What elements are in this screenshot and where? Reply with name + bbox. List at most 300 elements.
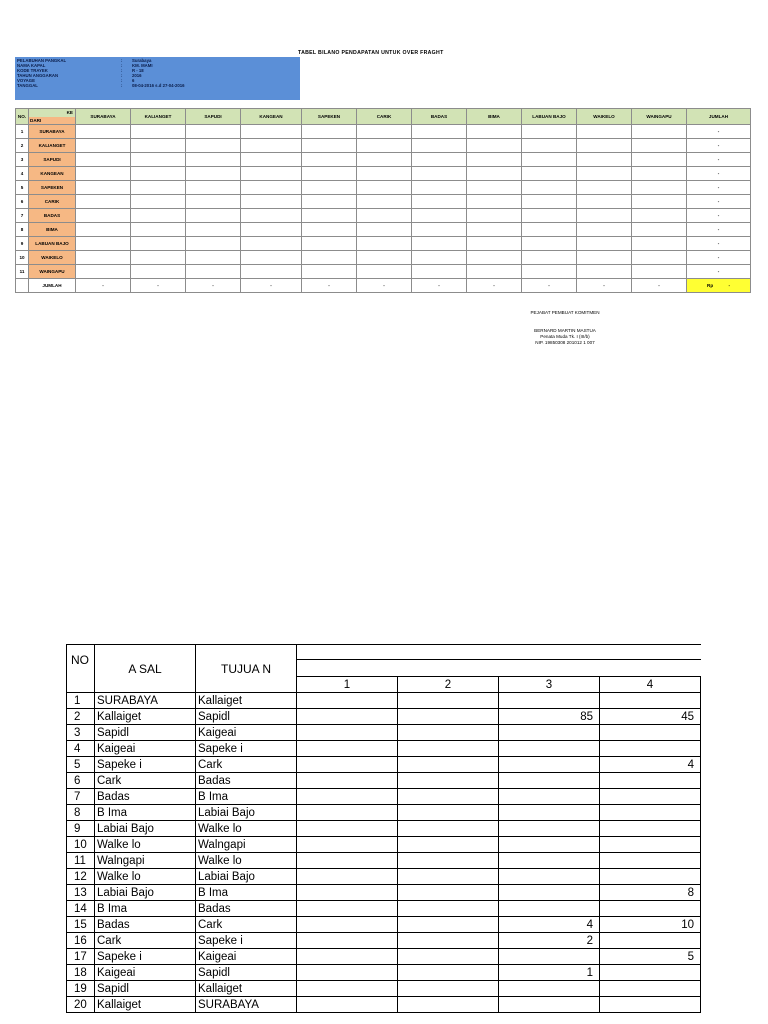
ship-info-panel	[15, 57, 300, 100]
matrix-cell	[302, 167, 357, 181]
matrix-cell	[632, 223, 687, 237]
route-row-value	[297, 917, 398, 933]
rp-label: Rp	[707, 283, 714, 288]
matrix-cell	[186, 181, 241, 195]
matrix-cell	[632, 167, 687, 181]
matrix-cell	[522, 181, 577, 195]
route-row-origin: B Ima	[95, 805, 196, 821]
route-table	[66, 644, 701, 1013]
route-row-destination: Walke lo	[196, 853, 297, 869]
matrix-total-label: JUMLAH	[29, 279, 76, 293]
matrix-cell	[76, 167, 131, 181]
route-row-value: 5	[600, 949, 701, 965]
route-row-value	[499, 901, 600, 917]
route-row-no: 10	[67, 837, 95, 853]
info-sep: :	[121, 73, 123, 78]
matrix-cell	[357, 139, 412, 153]
matrix-cell	[522, 167, 577, 181]
matrix-cell	[357, 195, 412, 209]
route-row-value	[499, 757, 600, 773]
matrix-cell	[467, 139, 522, 153]
matrix-row-no: 2	[16, 139, 29, 153]
route-row-value	[600, 741, 701, 757]
route-row-value	[398, 773, 499, 789]
matrix-cell	[632, 265, 687, 279]
route-row	[67, 869, 701, 885]
route-row-value	[297, 901, 398, 917]
matrix-cell	[522, 195, 577, 209]
matrix-cell	[522, 237, 577, 251]
matrix-cell	[577, 167, 632, 181]
matrix-cell	[412, 195, 467, 209]
info-sep: :	[121, 58, 123, 63]
route-row-destination: Kallaiget	[196, 693, 297, 709]
matrix-cell	[131, 167, 186, 181]
matrix-cell	[522, 153, 577, 167]
matrix-row-no: 7	[16, 209, 29, 223]
route-row-value	[398, 741, 499, 757]
route-row-value	[398, 709, 499, 725]
matrix-row-total: -	[687, 139, 751, 153]
matrix-cell	[412, 237, 467, 251]
matrix-cell	[632, 195, 687, 209]
ke-dari-header	[29, 109, 76, 125]
info-label: NAMA KAPAL	[17, 63, 46, 68]
matrix-row-total: -	[687, 251, 751, 265]
matrix-row-no: 11	[16, 265, 29, 279]
route-row-value	[499, 821, 600, 837]
route-row	[67, 885, 701, 901]
route-row	[67, 709, 701, 725]
route-row-origin: Badas	[95, 917, 196, 933]
matrix-row-no: 8	[16, 223, 29, 237]
matrix-column-total: -	[522, 279, 577, 293]
matrix-cell	[577, 139, 632, 153]
route-row-value	[600, 789, 701, 805]
matrix-cell	[241, 167, 302, 181]
route-row-destination: Kaigeai	[196, 949, 297, 965]
route-row-no: 20	[67, 997, 95, 1013]
matrix-col-header: BIMA	[467, 109, 522, 125]
matrix-col-header: SAPUDI	[186, 109, 241, 125]
route-col-number: 1	[297, 677, 398, 693]
matrix-cell	[412, 139, 467, 153]
route-row-origin: Kallaiget	[95, 997, 196, 1013]
matrix-cell	[131, 223, 186, 237]
route-row-value	[297, 965, 398, 981]
route-col-number: 2	[398, 677, 499, 693]
route-row-destination: Cark	[196, 757, 297, 773]
matrix-cell	[522, 265, 577, 279]
route-row-origin: Sapidl	[95, 725, 196, 741]
matrix-cell	[357, 153, 412, 167]
rp-value: -	[728, 283, 730, 288]
matrix-total-row	[16, 279, 751, 293]
matrix-row	[16, 195, 751, 209]
route-row-origin: Sapeke i	[95, 949, 196, 965]
route-row-value	[600, 821, 701, 837]
route-row-no: 13	[67, 885, 95, 901]
info-value: 2016	[132, 73, 142, 78]
matrix-cell	[76, 209, 131, 223]
matrix-row-total: -	[687, 167, 751, 181]
matrix-row-no: 3	[16, 153, 29, 167]
matrix-cell	[76, 237, 131, 251]
matrix-cell	[131, 237, 186, 251]
route-header-blank	[297, 660, 701, 677]
matrix-cell	[357, 125, 412, 139]
route-row	[67, 821, 701, 837]
route-row-value	[297, 821, 398, 837]
matrix-row	[16, 125, 751, 139]
matrix-cell	[302, 195, 357, 209]
route-row-no: 6	[67, 773, 95, 789]
matrix-cell	[76, 125, 131, 139]
matrix-row-origin: SAPUDI	[29, 153, 76, 167]
matrix-cell	[577, 195, 632, 209]
matrix-column-total: -	[412, 279, 467, 293]
route-row-value	[398, 853, 499, 869]
matrix-cell	[186, 167, 241, 181]
route-row-value	[600, 693, 701, 709]
route-row-no: 8	[67, 805, 95, 821]
route-row-no: 12	[67, 869, 95, 885]
matrix-cell	[467, 181, 522, 195]
matrix-row-origin: KALIANGET	[29, 139, 76, 153]
matrix-cell	[357, 265, 412, 279]
matrix-cell	[577, 209, 632, 223]
route-row-value	[499, 981, 600, 997]
matrix-cell	[302, 153, 357, 167]
matrix-row-origin: BADAS	[29, 209, 76, 223]
route-row-value	[297, 757, 398, 773]
info-value: KM. MAMI	[132, 63, 153, 68]
matrix-cell	[522, 125, 577, 139]
route-row-no: 9	[67, 821, 95, 837]
route-row-value	[600, 853, 701, 869]
info-label: TANGGAL	[17, 83, 38, 88]
matrix-col-header: SURABAYA	[76, 109, 131, 125]
route-row-value	[600, 869, 701, 885]
route-row-value	[398, 789, 499, 805]
route-row-value	[297, 981, 398, 997]
route-row-destination: Labiai Bajo	[196, 805, 297, 821]
matrix-cell	[241, 139, 302, 153]
route-row-destination: Badas	[196, 773, 297, 789]
matrix-row-origin: SAPEKEN	[29, 181, 76, 195]
route-header-blank	[297, 645, 701, 660]
matrix-col-header: CARIK	[357, 109, 412, 125]
route-row-destination: B Ima	[196, 885, 297, 901]
route-row-no: 4	[67, 741, 95, 757]
info-label: PELABUHAN PANGKAL	[17, 58, 67, 63]
route-row-value	[297, 709, 398, 725]
route-row-value	[297, 853, 398, 869]
route-row-value	[499, 725, 600, 741]
route-row-value	[499, 837, 600, 853]
route-row	[67, 901, 701, 917]
route-row-destination: B Ima	[196, 789, 297, 805]
route-row-value	[398, 805, 499, 821]
matrix-cell	[467, 223, 522, 237]
route-row	[67, 757, 701, 773]
matrix-row	[16, 237, 751, 251]
matrix-cell	[131, 195, 186, 209]
matrix-col-header: JUMLAH	[687, 109, 751, 125]
route-row-origin: Labiai Bajo	[95, 821, 196, 837]
matrix-row-origin: WAIKELO	[29, 251, 76, 265]
info-sep: :	[121, 63, 123, 68]
route-row-value	[398, 949, 499, 965]
route-row	[67, 725, 701, 741]
matrix-cell	[131, 153, 186, 167]
matrix-column-total: -	[357, 279, 412, 293]
route-tujuan-header: TUJUA N	[196, 645, 297, 693]
route-row-origin: Kallaiget	[95, 709, 196, 725]
route-row	[67, 741, 701, 757]
route-row	[67, 837, 701, 853]
route-row-origin: B Ima	[95, 901, 196, 917]
matrix-cell	[412, 265, 467, 279]
info-row-date	[17, 83, 185, 88]
route-row-origin: Walke lo	[95, 869, 196, 885]
matrix-cell	[632, 237, 687, 251]
route-row	[67, 789, 701, 805]
route-row-destination: Sapeke i	[196, 741, 297, 757]
matrix-cell	[302, 125, 357, 139]
matrix-row	[16, 181, 751, 195]
matrix-cell	[577, 181, 632, 195]
route-row-value	[297, 805, 398, 821]
route-row-value	[499, 741, 600, 757]
matrix-cell	[186, 153, 241, 167]
route-row-value	[297, 789, 398, 805]
route-row	[67, 997, 701, 1013]
route-row-value	[600, 965, 701, 981]
route-row-value	[398, 837, 499, 853]
route-row-destination: Labiai Bajo	[196, 869, 297, 885]
route-row-value	[398, 997, 499, 1013]
matrix-column-total: -	[241, 279, 302, 293]
matrix-cell	[357, 237, 412, 251]
matrix-row-total: -	[687, 237, 751, 251]
matrix-row-total: -	[687, 195, 751, 209]
info-sep: :	[121, 68, 123, 73]
route-row-value	[297, 933, 398, 949]
matrix-cell	[467, 195, 522, 209]
matrix-cell	[131, 139, 186, 153]
matrix-cell	[577, 265, 632, 279]
matrix-cell	[467, 125, 522, 139]
route-row-no: 7	[67, 789, 95, 805]
route-row-value: 1	[499, 965, 600, 981]
route-row-value	[398, 725, 499, 741]
route-row-value	[398, 821, 499, 837]
dari-label: DARI	[29, 117, 75, 124]
info-label: KODE TRAYEK	[17, 68, 48, 73]
route-row	[67, 917, 701, 933]
matrix-cell	[241, 209, 302, 223]
matrix-cell	[412, 181, 467, 195]
matrix-no-header: NO.	[16, 109, 29, 125]
info-value: Surabaya	[132, 58, 152, 63]
route-no-header: NO	[67, 645, 95, 693]
route-row-value	[297, 949, 398, 965]
route-row-value	[499, 805, 600, 821]
info-value: 6	[132, 78, 135, 83]
route-row-value	[600, 837, 701, 853]
route-row-value	[297, 997, 398, 1013]
matrix-row	[16, 251, 751, 265]
matrix-cell	[357, 167, 412, 181]
matrix-cell	[76, 265, 131, 279]
matrix-row-no: 10	[16, 251, 29, 265]
route-row	[67, 965, 701, 981]
matrix-cell	[241, 237, 302, 251]
matrix-column-total: -	[302, 279, 357, 293]
matrix-col-header: SAPEKEN	[302, 109, 357, 125]
matrix-cell	[302, 265, 357, 279]
signature-name: BERNARD MARTIN MASTUA	[534, 328, 596, 333]
matrix-cell	[131, 209, 186, 223]
matrix-cell	[412, 167, 467, 181]
route-row-value	[297, 869, 398, 885]
route-row-value	[297, 741, 398, 757]
route-row-value	[398, 693, 499, 709]
info-sep: :	[121, 83, 123, 88]
matrix-cell	[357, 209, 412, 223]
matrix-cell	[186, 237, 241, 251]
matrix-row-no: 4	[16, 167, 29, 181]
matrix-row-total: -	[687, 125, 751, 139]
matrix-cell	[412, 209, 467, 223]
matrix-cell	[131, 125, 186, 139]
matrix-cell	[76, 153, 131, 167]
origin-destination-matrix	[15, 108, 751, 293]
matrix-cell	[302, 251, 357, 265]
matrix-row-total: -	[687, 223, 751, 237]
route-row-value	[398, 965, 499, 981]
route-row-destination: Sapeke i	[196, 933, 297, 949]
route-row-value	[398, 901, 499, 917]
matrix-cell	[76, 251, 131, 265]
matrix-row-total: -	[687, 265, 751, 279]
route-row-origin: Kaigeai	[95, 741, 196, 757]
route-row-destination: Sapidl	[196, 965, 297, 981]
route-row-origin: Kaigeai	[95, 965, 196, 981]
matrix-row-origin: KANGEAN	[29, 167, 76, 181]
matrix-cell	[522, 209, 577, 223]
matrix-cell	[302, 223, 357, 237]
info-label: TAHUN ANGGARAN	[17, 73, 59, 78]
matrix-row-no: 1	[16, 125, 29, 139]
route-row-value: 4	[600, 757, 701, 773]
matrix-column-total: -	[577, 279, 632, 293]
route-row-no: 14	[67, 901, 95, 917]
route-row-value	[499, 693, 600, 709]
route-row-value: 85	[499, 709, 600, 725]
matrix-row-origin: LABUAN BAJO	[29, 237, 76, 251]
route-row-destination: Sapidl	[196, 709, 297, 725]
matrix-cell	[632, 181, 687, 195]
route-row-value	[499, 949, 600, 965]
route-row-value: 4	[499, 917, 600, 933]
route-row-value	[398, 981, 499, 997]
matrix-row	[16, 209, 751, 223]
matrix-cell	[131, 181, 186, 195]
route-row-no: 17	[67, 949, 95, 965]
matrix-cell	[577, 237, 632, 251]
route-row-destination: Walngapi	[196, 837, 297, 853]
route-row	[67, 949, 701, 965]
matrix-row-origin: CARIK	[29, 195, 76, 209]
route-row-origin: Walke lo	[95, 837, 196, 853]
matrix-col-header: WAINGAPU	[632, 109, 687, 125]
route-row-value	[297, 885, 398, 901]
matrix-cell	[186, 223, 241, 237]
matrix-cell	[241, 195, 302, 209]
matrix-cell	[632, 209, 687, 223]
route-row	[67, 693, 701, 709]
matrix-cell	[241, 181, 302, 195]
signature-rank: Penata Muda Tk. I (III/b)	[540, 334, 590, 339]
matrix-header-row	[16, 109, 751, 125]
route-col-number: 3	[499, 677, 600, 693]
route-header-row-1	[67, 645, 701, 660]
route-row	[67, 853, 701, 869]
matrix-cell	[186, 265, 241, 279]
matrix-row-origin: SURABAYA	[29, 125, 76, 139]
matrix-column-total: -	[131, 279, 186, 293]
matrix-column-total: -	[76, 279, 131, 293]
matrix-row-no: 9	[16, 237, 29, 251]
matrix-cell	[241, 153, 302, 167]
route-row-no: 16	[67, 933, 95, 949]
route-row-value	[600, 725, 701, 741]
matrix-row-total: -	[687, 153, 751, 167]
matrix-cell	[412, 153, 467, 167]
matrix-cell	[131, 265, 186, 279]
route-row-value	[499, 869, 600, 885]
route-row-origin: Cark	[95, 933, 196, 949]
route-row	[67, 933, 701, 949]
matrix-grand-total	[687, 279, 751, 293]
matrix-col-header: KANGEAN	[241, 109, 302, 125]
matrix-cell	[522, 251, 577, 265]
matrix-cell	[76, 223, 131, 237]
route-row	[67, 805, 701, 821]
route-row-value: 2	[499, 933, 600, 949]
route-row-value	[398, 869, 499, 885]
route-row-destination: Walke lo	[196, 821, 297, 837]
matrix-cell	[241, 125, 302, 139]
matrix-cell	[467, 265, 522, 279]
matrix-row-total: -	[687, 181, 751, 195]
route-row-destination: Badas	[196, 901, 297, 917]
matrix-cell	[467, 167, 522, 181]
matrix-cell	[241, 251, 302, 265]
route-row-value	[600, 933, 701, 949]
route-row-origin: Cark	[95, 773, 196, 789]
matrix-cell	[467, 251, 522, 265]
matrix-cell	[76, 181, 131, 195]
route-row-origin: Sapidl	[95, 981, 196, 997]
matrix-row-no: 5	[16, 181, 29, 195]
route-row	[67, 773, 701, 789]
signature-role: PEJABAT PEMBUAT KOMITMEN	[530, 310, 600, 315]
route-row-value: 8	[600, 885, 701, 901]
matrix-row	[16, 167, 751, 181]
